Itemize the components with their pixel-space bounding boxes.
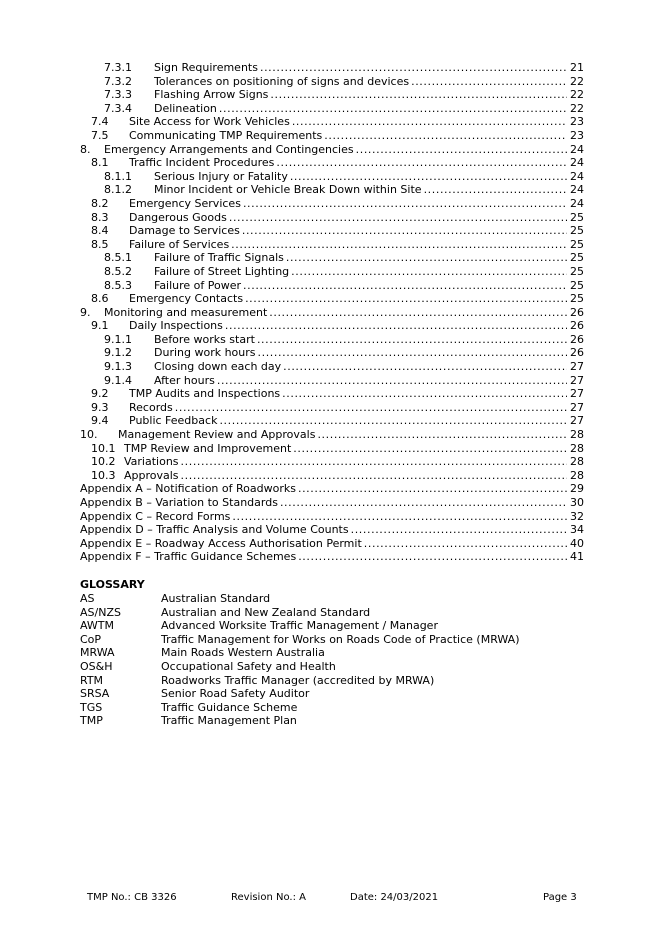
toc-leader-dots [231, 238, 567, 252]
toc-entry-body [80, 523, 584, 537]
glossary-item [80, 660, 580, 674]
toc-entry-body [129, 211, 584, 225]
toc-entry-page: 25 [570, 251, 584, 265]
footer-revision: Revision No.: A [231, 892, 306, 903]
toc-entry-page: 41 [570, 550, 584, 564]
glossary-item [80, 619, 580, 633]
toc-entry-title: Emergency Contacts [129, 292, 244, 306]
toc-entry-title: Serious Injury or Fatality [154, 169, 288, 183]
toc-entry-title: Site Access for Work Vehicles [129, 115, 290, 129]
toc-leader-dots [243, 197, 567, 211]
toc-entry-title: Appendix A – Notification of Roadworks [80, 482, 296, 496]
glossary-abbreviation: AS/NZS [80, 605, 121, 619]
toc-entry-page: 25 [570, 278, 584, 292]
toc-entry-number: 9.3 [91, 400, 109, 414]
toc-entry-page: 25 [570, 292, 584, 306]
glossary-definition: Occupational Safety and Health [161, 659, 336, 673]
toc-entry-page: 23 [570, 115, 584, 129]
toc-entry-body [129, 414, 584, 428]
toc-entry-page: 28 [570, 428, 584, 442]
toc-entry[interactable] [80, 306, 584, 320]
toc-entry-body [154, 75, 584, 89]
glossary-item [80, 714, 580, 728]
toc-entry-number: 8.6 [91, 292, 109, 306]
toc-entry-title: Appendix C – Record Forms [80, 509, 231, 523]
toc-entry[interactable] [80, 510, 584, 524]
toc-entry-title: TMP Review and Improvement [124, 441, 292, 455]
toc-entry-body [129, 292, 584, 306]
toc-entry[interactable] [80, 61, 584, 75]
glossary-item [80, 674, 580, 688]
toc-entry-title: Failure of Street Lighting [154, 264, 290, 278]
toc-entry-title: Tolerances on positioning of signs and devices [154, 74, 410, 88]
toc-entry-number: 9. [80, 305, 91, 319]
toc-entry-page: 26 [570, 332, 584, 346]
toc-leader-dots [292, 115, 567, 129]
toc-entry[interactable] [80, 523, 584, 537]
glossary-abbreviation: RTM [80, 673, 104, 687]
toc-entry-page: 27 [570, 387, 584, 401]
toc-entry-title: Minor Incident or Vehicle Break Down within Site [154, 183, 422, 197]
toc-entry[interactable] [80, 265, 584, 279]
toc-entry-body [129, 224, 584, 238]
toc-entry-body [124, 442, 584, 456]
toc-entry-title: Failure of Services [129, 237, 230, 251]
toc-entry-number: 10.2 [91, 455, 116, 469]
toc-leader-dots [270, 88, 567, 102]
glossary-abbreviation: AWTM [80, 619, 115, 633]
toc-entry-number: 7.3.2 [104, 74, 132, 88]
glossary-item [80, 687, 580, 701]
toc-entry-title: Communicating TMP Requirements [129, 128, 323, 142]
toc-entry[interactable] [80, 224, 584, 238]
toc-entry-title: Variations [124, 455, 179, 469]
toc-leader-dots [424, 183, 567, 197]
toc-entry-number: 9.1.4 [104, 373, 132, 387]
toc-entry-page: 40 [570, 536, 584, 550]
toc-entry[interactable] [80, 428, 584, 442]
toc-entry-number: 8.5 [91, 237, 109, 251]
toc-entry-page: 27 [570, 360, 584, 374]
toc-entry-body [80, 550, 584, 564]
toc-entry[interactable] [80, 170, 584, 184]
toc-entry-number: 8.4 [91, 224, 109, 238]
toc-entry-page: 22 [570, 101, 584, 115]
toc-entry[interactable] [80, 183, 584, 197]
toc-entry-title: Before works start [154, 332, 255, 346]
toc-entry-title: After hours [154, 373, 215, 387]
toc-entry[interactable] [80, 102, 584, 116]
toc-entry-number: 8.2 [91, 196, 109, 210]
toc-entry-number: 8.5.2 [104, 264, 132, 278]
toc-entry-number: 9.1.1 [104, 332, 132, 346]
glossary-definition: Australian Standard [161, 592, 271, 605]
toc-entry-title: Flashing Arrow Signs [154, 88, 269, 102]
toc-leader-dots [260, 61, 567, 75]
toc-leader-dots [283, 360, 567, 374]
toc-entry-title: Records [129, 400, 173, 414]
toc-leader-dots [243, 279, 567, 293]
toc-entry-page: 28 [570, 455, 584, 469]
toc-entry-page: 24 [570, 156, 584, 170]
toc-leader-dots [181, 455, 567, 469]
toc-entry-title: Delineation [154, 101, 217, 115]
toc-entry-number: 10.1 [91, 441, 116, 455]
toc-entry-body [80, 510, 584, 524]
toc-entry-title: Damage to Services [129, 224, 240, 238]
glossary-abbreviation: SRSA [80, 687, 110, 701]
toc-entry-title: Sign Requirements [154, 61, 258, 74]
toc-entry[interactable] [80, 360, 584, 374]
toc-entry-title: Appendix B – Variation to Standards [80, 496, 278, 509]
toc-entry[interactable] [80, 455, 584, 469]
toc-entry-number: 7.3.1 [104, 61, 132, 74]
toc-entry-page: 24 [570, 169, 584, 183]
toc-entry[interactable] [80, 442, 584, 456]
toc-entry[interactable] [80, 387, 584, 401]
toc-entry[interactable] [80, 156, 584, 170]
toc-entry-body [129, 238, 584, 252]
toc-leader-dots [245, 292, 567, 306]
toc-entry-page: 34 [570, 523, 584, 537]
toc-entry-page: 27 [570, 414, 584, 428]
page-footer [0, 892, 665, 908]
toc-entry-page: 25 [570, 210, 584, 224]
toc-entry-page: 30 [570, 496, 584, 509]
toc-entry-number: 8.1.2 [104, 183, 132, 197]
toc-leader-dots [242, 224, 567, 238]
toc-leader-dots [324, 129, 567, 143]
toc-entry-page: 27 [570, 400, 584, 414]
toc-entry[interactable] [80, 279, 584, 293]
toc-entry-page: 25 [570, 264, 584, 278]
toc-entry-page: 22 [570, 88, 584, 102]
toc-entry-body [154, 279, 584, 293]
toc-leader-dots [282, 387, 567, 401]
toc-entry-body [154, 346, 584, 360]
toc-entry-number: 9.1.3 [104, 360, 132, 374]
glossary-definition: Main Roads Western Australia [161, 646, 325, 660]
toc-entry-body [129, 319, 584, 333]
toc-entry-body [129, 197, 584, 211]
toc-entry-number: 8.3 [91, 210, 109, 224]
toc-entry-title: Traffic Incident Procedures [129, 156, 275, 170]
toc-entry-page: 28 [570, 468, 584, 482]
toc-entry-page: 24 [570, 183, 584, 197]
toc-entry-number: 7.5 [91, 128, 109, 142]
toc-entry[interactable] [80, 75, 584, 89]
toc-entry-page: 25 [570, 224, 584, 238]
toc-entry-number: 10. [80, 428, 98, 442]
footer-tmp-number: TMP No.: CB 3326 [87, 892, 177, 903]
toc-entry-title: Closing down each day [154, 360, 282, 374]
toc-entry-page: 29 [570, 482, 584, 496]
toc-entry-title: Management Review and Approvals [118, 428, 316, 442]
toc-entry[interactable] [80, 374, 584, 388]
toc-entry[interactable] [80, 496, 584, 510]
toc-leader-dots [356, 143, 567, 157]
toc-entry[interactable] [80, 333, 584, 347]
toc-entry-number: 7.4 [91, 115, 109, 129]
toc-entry-body [80, 496, 584, 510]
toc-entry-title: Appendix F – Traffic Guidance Schemes [80, 550, 297, 564]
toc-entry-title: Approvals [124, 468, 179, 482]
toc-entry-body [154, 102, 584, 116]
glossary-item [80, 592, 580, 606]
toc-entry-title: Failure of Power [154, 278, 242, 292]
glossary-abbreviation: CoP [80, 632, 102, 646]
toc-entry-body [154, 360, 584, 374]
toc-entry-title: Failure of Traffic Signals [154, 251, 284, 265]
toc-entry[interactable] [80, 143, 584, 157]
toc-leader-dots [257, 333, 567, 347]
toc-entry-body [154, 183, 584, 197]
glossary-abbreviation: MRWA [80, 646, 115, 660]
glossary-item [80, 701, 580, 715]
toc-entry-page: 24 [570, 196, 584, 210]
toc-leader-dots [286, 251, 567, 265]
toc-entry-body [129, 129, 584, 143]
toc-entry-number: 8. [80, 142, 91, 156]
toc-entry-number: 9.2 [91, 387, 109, 401]
glossary-item [80, 633, 580, 647]
toc-leader-dots [291, 265, 567, 279]
toc-leader-dots [298, 550, 567, 564]
toc-leader-dots [181, 469, 567, 483]
toc-entry-number: 8.1 [91, 156, 109, 170]
toc-entry-body [154, 333, 584, 347]
toc-leader-dots [217, 374, 567, 388]
toc-entry[interactable] [80, 238, 584, 252]
toc-leader-dots [276, 156, 567, 170]
toc-leader-dots [219, 414, 567, 428]
toc-leader-dots [411, 75, 567, 89]
toc-leader-dots [290, 170, 567, 184]
toc-leader-dots [225, 319, 567, 333]
toc-leader-dots [298, 482, 567, 496]
toc-entry-number: 8.5.1 [104, 251, 132, 265]
toc-entry-body [129, 156, 584, 170]
toc-entry[interactable] [80, 251, 584, 265]
toc-entry[interactable] [80, 197, 584, 211]
glossary-heading: GLOSSARY [80, 578, 145, 591]
glossary-item [80, 646, 580, 660]
toc-entry[interactable] [80, 469, 584, 483]
toc-entry-body [104, 306, 584, 320]
glossary-definition: Senior Road Safety Auditor [161, 687, 310, 701]
toc-entry-page: 23 [570, 128, 584, 142]
glossary-abbreviation: TGS [80, 700, 103, 714]
toc-entry-title: Daily Inspections [129, 319, 223, 333]
toc-entry-page: 26 [570, 319, 584, 333]
toc-entry-title: During work hours [154, 346, 256, 360]
toc-entry-title: Appendix D – Traffic Analysis and Volume Counts [80, 523, 349, 537]
toc-entry-page: 21 [570, 61, 584, 74]
toc-entry-body [154, 374, 584, 388]
toc-entry[interactable] [80, 346, 584, 360]
toc-entry-number: 10.3 [91, 468, 116, 482]
toc-leader-dots [280, 496, 567, 510]
toc-entry-number: 7.3.3 [104, 88, 132, 102]
toc-entry-page: 28 [570, 441, 584, 455]
toc-entry-body [124, 469, 584, 483]
toc-leader-dots [229, 211, 567, 225]
toc-entry-body [129, 115, 584, 129]
toc-entry-page: 27 [570, 373, 584, 387]
toc-entry-body [124, 455, 584, 469]
toc-entry-body [129, 387, 584, 401]
toc-entry-title: Appendix E – Roadway Access Authorisation Permit [80, 536, 362, 550]
toc-entry-body [118, 428, 584, 442]
toc-entry-number: 8.5.3 [104, 278, 132, 292]
toc-leader-dots [293, 442, 567, 456]
toc-entry-body [154, 251, 584, 265]
toc-entry[interactable] [80, 115, 584, 129]
toc-entry-page: 25 [570, 237, 584, 251]
glossary-definition: Traffic Guidance Scheme [161, 700, 298, 714]
glossary-definition: Roadworks Traffic Manager (accredited by MRWA) [161, 673, 435, 687]
toc-entry[interactable] [80, 211, 584, 225]
toc-entry-body [154, 61, 584, 75]
toc-entry[interactable] [80, 550, 584, 564]
toc-entry-number: 9.1 [91, 319, 109, 333]
glossary-item [80, 606, 580, 620]
toc-entry-page: 32 [570, 509, 584, 523]
toc-entry-body [80, 537, 584, 551]
footer-date: Date: 24/03/2021 [350, 892, 439, 903]
toc-entry[interactable] [80, 401, 584, 415]
toc-entry-title: Monitoring and measurement [104, 305, 268, 319]
glossary-list [80, 592, 580, 728]
toc-entry-body [154, 265, 584, 279]
toc-entry-body [80, 482, 584, 496]
glossary [80, 578, 580, 728]
toc-entry[interactable] [80, 482, 584, 496]
toc-leader-dots [364, 537, 567, 551]
toc-entry-number: 7.3.4 [104, 101, 132, 115]
toc-entry-number: 9.1.2 [104, 346, 132, 360]
toc-leader-dots [317, 428, 567, 442]
toc-leader-dots [351, 523, 567, 537]
toc-entry[interactable] [80, 319, 584, 333]
toc-leader-dots [219, 102, 567, 116]
toc-entry-body [129, 401, 584, 415]
glossary-abbreviation: OS&H [80, 659, 113, 673]
glossary-definition: Traffic Management for Works on Roads Code of Practice (MRWA) [161, 632, 520, 646]
table-of-contents [80, 61, 584, 564]
toc-entry-title: TMP Audits and Inspections [129, 387, 281, 401]
glossary-definition: Advanced Worksite Traffic Management / Manager [161, 619, 438, 633]
toc-entry[interactable] [80, 129, 584, 143]
glossary-abbreviation: TMP [80, 714, 103, 728]
toc-entry-page: 26 [570, 305, 584, 319]
toc-entry-title: Public Feedback [129, 414, 218, 428]
toc-entry-page: 24 [570, 142, 584, 156]
toc-leader-dots [258, 346, 567, 360]
glossary-definition: Traffic Management Plan [161, 714, 297, 728]
glossary-definition: Australian and New Zealand Standard [161, 605, 371, 619]
toc-entry[interactable] [80, 537, 584, 551]
toc-entry-body [154, 88, 584, 102]
toc-entry[interactable] [80, 414, 584, 428]
toc-entry-body [154, 170, 584, 184]
toc-leader-dots [232, 510, 567, 524]
toc-entry-title: Emergency Arrangements and Contingencies [104, 142, 354, 156]
toc-entry-number: 9.4 [91, 414, 109, 428]
toc-leader-dots [269, 306, 567, 320]
toc-entry-page: 22 [570, 74, 584, 88]
toc-entry-title: Emergency Services [129, 196, 241, 210]
toc-entry-number: 8.1.1 [104, 169, 132, 183]
footer-page-number: Page 3 [543, 892, 577, 903]
toc-entry-body [104, 143, 584, 157]
toc-entry[interactable] [80, 292, 584, 306]
glossary-abbreviation: AS [80, 592, 95, 605]
toc-entry-page: 26 [570, 346, 584, 360]
toc-entry[interactable] [80, 88, 584, 102]
toc-entry-title: Dangerous Goods [129, 210, 227, 224]
toc-leader-dots [175, 401, 567, 415]
